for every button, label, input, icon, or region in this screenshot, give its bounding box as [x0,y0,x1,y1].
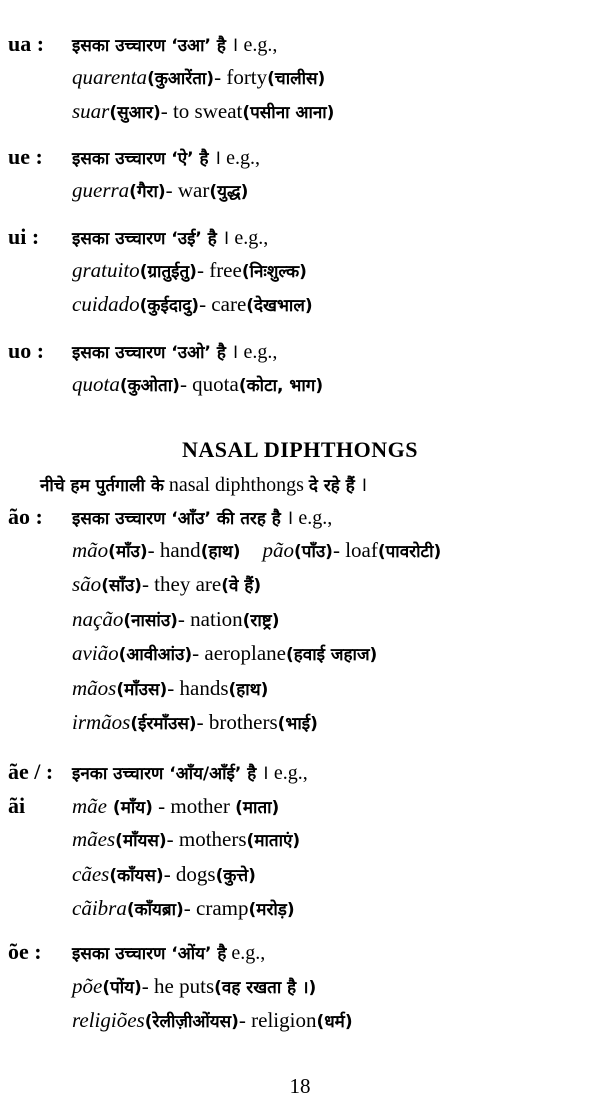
english-meaning: - brothers [196,710,278,734]
entry-head-tail: । e.g., [225,34,278,56]
hindi-meaning: (धर्म) [316,1012,353,1032]
portuguese-word: mãe [72,793,107,818]
pronunciation: (आवीआंउ) [118,645,193,665]
pronunciation: (माँउ) [108,541,148,562]
pronunciation: (माँउस) [116,679,168,700]
pronunciation: (साँउ) [101,576,142,596]
entry-key: ua : [8,31,45,56]
hindi-meaning: (निःशुल्क) [241,261,307,282]
english-meaning: - free [196,257,242,282]
portuguese-word: cães [72,861,110,886]
entry-key-secondary: ãi [8,792,26,818]
entry-key: ue : [8,144,43,169]
hindi-meaning: (देखभाल) [246,296,313,316]
example-line [8,710,598,745]
english-meaning: - mothers [166,827,247,851]
english-meaning: - they are [141,572,222,596]
english-meaning: - religion [238,1008,317,1032]
entry-key: ão : [8,504,43,529]
example-line [8,99,598,134]
hindi-meaning: (भाई) [277,714,318,734]
portuguese-word: gratuito [72,257,140,282]
entry-head-tail: । e.g., [208,147,261,169]
entry-head: इसका उच्चारण ‘उआ’ है [72,36,226,56]
example-line [8,793,598,828]
entry-ui [8,223,598,327]
hindi-meaning: (माताएं) [246,831,301,851]
english-meaning: - mother [152,793,236,818]
hindi-meaning: (हाथ) [228,679,269,700]
intro-english: nasal diphthongs [163,474,309,496]
portuguese-word: avião [72,641,119,665]
example-line [8,896,598,931]
portuguese-word: quarenta [72,64,148,89]
entry-head: इसका उच्चारण ‘आँउ’ की तरह है [72,509,281,529]
portuguese-word: religiões [72,1008,145,1032]
english-meaning: - hands [167,675,229,700]
portuguese-word: cãibra [72,896,127,920]
example-line [8,292,598,327]
entry-head: इसका उच्चारण ‘उई’ है [72,229,217,249]
pronunciation: (माँय) [107,797,153,818]
example-line [8,1008,598,1043]
pronunciation: (पाँउ) [294,541,333,562]
example-line [8,258,598,293]
portuguese-word: nação [72,606,124,631]
english-meaning: - dogs [163,861,216,886]
english-meaning: - loaf [332,537,378,562]
entry-key: õe : [8,939,42,964]
pronunciation: (पोंय) [102,977,142,998]
intro-hindi-end: दे रहे हैं [308,476,355,496]
portuguese-word: cuidado [72,292,140,316]
entry-head: इसका उच्चारण ‘ऐ’ है [72,149,209,169]
example-line [8,65,598,100]
entry-ue [8,143,598,212]
pronunciation: (काँयब्रा) [126,900,184,920]
entry-ao [8,503,598,745]
page-number: 18 [289,1074,311,1098]
entry-head-tail: । e.g., [216,227,269,249]
example-line [8,538,598,573]
pronunciation: (रेलीज़ीओंयस) [144,1012,239,1032]
example-line [8,607,598,642]
pronunciation: (कुआरेंता) [147,68,215,89]
section-intro [40,470,367,497]
hindi-meaning: (पसीना आना) [242,103,335,123]
portuguese-word: pão [262,537,295,562]
entry-head: इनका उच्चारण ‘आँय/आँई’ है [72,764,257,784]
portuguese-word: mães [72,827,116,851]
example-line [8,827,598,862]
pronunciation: (ईरमाँउस) [130,714,197,734]
entry-head: इसका उच्चारण ‘उओ’ है [72,343,226,363]
hindi-meaning: (हवाई जहाज) [285,645,378,665]
entry-head: इसका उच्चारण ‘ओंय’ है [72,944,227,964]
hindi-meaning: (कोटा, भाग) [238,375,324,396]
pronunciation: (सुआर) [109,103,161,123]
entry-key: uo : [8,338,45,363]
entry-key: ãe / : [8,759,54,784]
example-line [8,372,598,407]
section-title: NASAL DIPHTHONGS [182,437,418,462]
hindi-meaning: (राष्ट्र) [242,610,280,631]
entry-uo [8,337,598,406]
pronunciation: (गैरा) [129,181,166,202]
pronunciation: (ग्रातुईतु) [139,261,197,282]
example-line [8,178,598,213]
hindi-meaning: (मरोड़) [248,900,295,920]
entry-head-tail: । e.g., [225,341,278,363]
english-meaning: - quota [179,371,239,396]
english-meaning: - care [199,292,247,316]
intro-tail: । [354,474,368,496]
portuguese-word: quota [72,371,120,396]
portuguese-word: são [72,572,102,596]
hindi-meaning: (युद्ध) [209,181,249,202]
pronunciation: (कुओता) [119,375,180,396]
example-line [8,572,598,607]
hindi-meaning: (हाथ) [200,541,241,562]
portuguese-word: mãos [72,675,117,700]
pronunciation: (कुईदादु) [139,296,200,316]
example-line [8,676,598,711]
english-meaning: - hand [147,537,201,562]
english-meaning: - aeroplane [192,641,286,665]
english-meaning: - war [165,177,210,202]
example-line [8,862,598,897]
intro-hindi-start: नीचे हम पुर्तगाली के [40,476,164,496]
hindi-meaning: (चालीस) [267,68,326,89]
entry-head-tail: e.g., [226,942,266,964]
english-meaning: - forty [214,64,268,89]
entry-ae-ai [8,758,598,931]
hindi-meaning: (माता) [235,797,280,818]
entry-head-tail: । e.g., [256,762,308,784]
entry-ua [8,30,598,134]
portuguese-word: irmãos [72,710,131,734]
english-meaning: - to sweat [160,99,243,123]
pronunciation: (नासांउ) [123,610,178,631]
hindi-meaning: (पावरोटी) [377,541,442,562]
portuguese-word: suar [72,99,110,123]
portuguese-word: põe [72,973,103,998]
hindi-meaning: (वे हैं) [221,576,262,596]
portuguese-word: guerra [72,177,130,202]
example-line [8,641,598,676]
english-meaning: - he puts [141,973,215,998]
english-meaning: - nation [177,606,243,631]
english-meaning: - cramp [183,896,249,920]
hindi-meaning: (वह रखता है ।) [214,977,317,998]
pronunciation: (काँयस) [109,865,164,886]
example-line [8,974,598,1009]
entry-oe [8,939,598,1043]
hindi-meaning: (कुत्ते) [215,865,256,886]
entry-head-tail: । e.g., [280,507,333,529]
pronunciation: (माँयस) [115,831,167,851]
portuguese-word: mão [72,537,109,562]
entry-key: ui : [8,224,40,249]
